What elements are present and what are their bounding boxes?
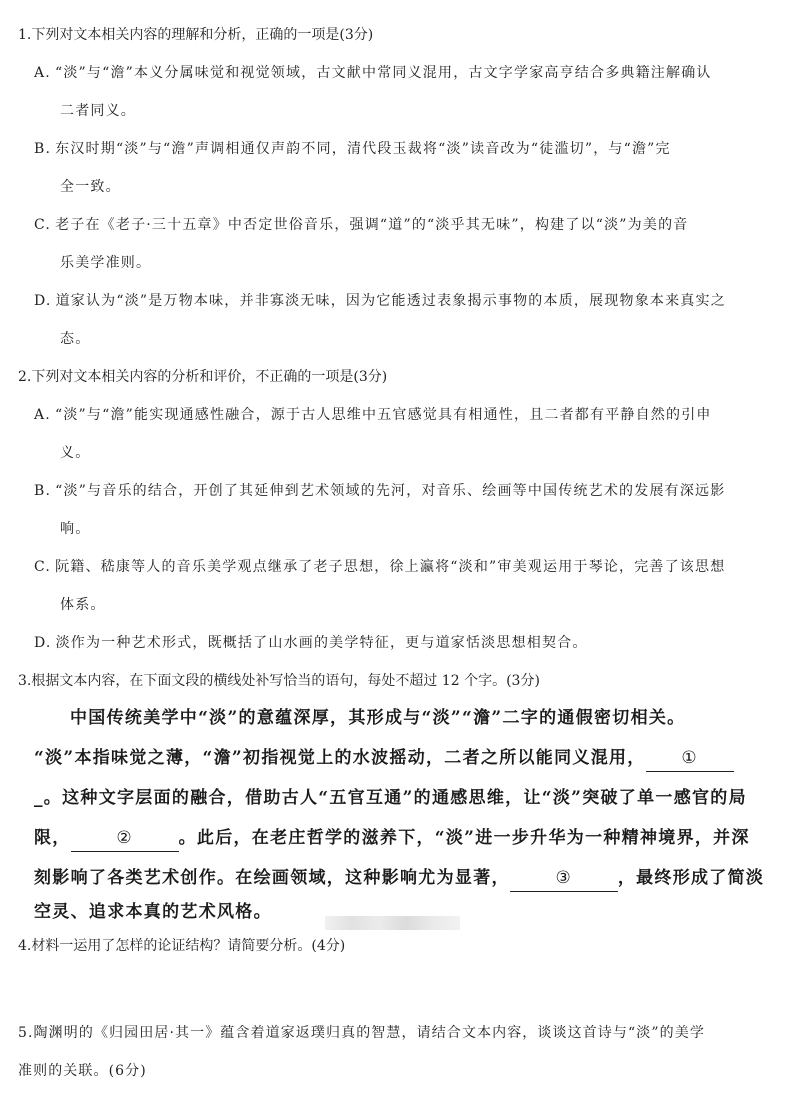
- option-text-cont: 二者同义。: [60, 103, 136, 119]
- option-text: 阮籍、嵇康等人的音乐美学观点继承了老子思想，徐上瀛将“淡和”审美观运用于琴论，完善了该思想: [55, 559, 726, 575]
- q3-para-line-2: [34, 738, 786, 778]
- option-label: A.: [34, 65, 51, 81]
- q2-option-c: [34, 548, 786, 624]
- question-4-stem: 4.材料一运用了怎样的论证结构？请简要分析。(4分): [18, 938, 346, 954]
- q2-option-a: [34, 396, 786, 472]
- scan-smudge: [325, 916, 460, 930]
- option-text-cont: 态。: [60, 331, 91, 347]
- option-text-cont: 全一致。: [60, 179, 121, 195]
- q5-line-2: 准则的关联。(6分): [18, 1063, 147, 1079]
- para-text: 限，: [34, 828, 71, 848]
- question-2-stem: 2.下列对文本相关内容的分析和评价，不正确的一项是(3分): [18, 369, 388, 385]
- blank-2[interactable]: ②: [71, 825, 179, 852]
- para-text: 刻影响了各类艺术创作。在绘画领域，这种影响尤为显著，: [34, 868, 510, 888]
- option-label: C.: [34, 559, 52, 575]
- para-text: “淡”本指味觉之薄，“澹”初指视觉上的水波摇动，二者之所以能同义混用，: [34, 748, 646, 768]
- para-text: ，最终形成了简淡: [617, 868, 765, 888]
- option-label: B.: [34, 483, 52, 499]
- option-text-cont: 义。: [60, 445, 91, 461]
- blank-1[interactable]: ①: [646, 745, 734, 772]
- q1-option-c: [34, 206, 786, 282]
- option-label: C.: [34, 217, 52, 233]
- option-text: 淡作为一种艺术形式，既概括了山水画的美学特征，更与道家恬淡思想相契合。: [55, 635, 588, 651]
- option-text-cont: 体系。: [60, 597, 106, 613]
- option-label: B.: [34, 141, 52, 157]
- q3-para-line-3: _。这种文字层面的融合，借助古人“五官互通”的通感思维，让“淡”突破了单一感官的局: [34, 788, 747, 808]
- option-text: “淡”与“澹”本义分属味觉和视觉领域，古文献中常同义混用，古文字学家高亨结合多典籍注解确认: [54, 65, 712, 81]
- q3-para-line-6: 空灵、追求本真的艺术风格。: [34, 902, 272, 922]
- option-text: 老子在《老子·三十五章》中否定世俗音乐，强调“道”的“淡乎其无味”，构建了以“淡”为美的音: [55, 217, 689, 233]
- q2-option-d: [34, 624, 786, 662]
- question-3-stem: 3.根据文本内容，在下面文段的横线处补写恰当的语句，每处不超过 12 个字。(3分): [18, 673, 540, 689]
- q3-para-line-1: 中国传统美学中“淡”的意蕴深厚，其形成与“淡”“澹”二字的通假密切相关。: [70, 708, 686, 728]
- option-label: A.: [34, 407, 51, 423]
- question-1-stem: 1.下列对文本相关内容的理解和分析，正确的一项是(3分): [18, 27, 374, 43]
- blank-3[interactable]: ③: [510, 865, 618, 892]
- para-text: 。此后，在老庄哲学的滋养下，“淡”进一步升华为一种精神境界，并深: [178, 828, 750, 848]
- option-text: “淡”与音乐的结合，开创了其延伸到艺术领域的先河，对音乐、绘画等中国传统艺术的发展有深远影: [55, 483, 726, 499]
- question-5-stem: [18, 1014, 788, 1090]
- q1-option-d: [34, 282, 786, 358]
- option-label: D.: [34, 293, 52, 309]
- q3-para-line-4: [34, 818, 786, 858]
- q2-option-b: [34, 472, 786, 548]
- option-label: D.: [34, 635, 52, 651]
- option-text-cont: 响。: [60, 521, 91, 537]
- q5-line-1: 5.陶渊明的《归园田居·其一》蕴含着道家返璞归真的智慧，请结合文本内容，谈谈这首诗与“淡”的美学: [18, 1025, 705, 1041]
- option-text-cont: 乐美学准则。: [60, 255, 152, 271]
- option-text: “淡”与“澹”能实现通感性融合，源于古人思维中五官感觉具有相通性，且二者都有平静自然的引申: [54, 407, 712, 423]
- q1-option-b: [34, 130, 786, 206]
- option-text: 东汉时期“淡”与“澹”声调相通仅声韵不同，清代段玉裁将“淡”读音改为“徒滥切”，与“澹”完: [55, 141, 671, 157]
- option-text: 道家认为“淡”是万物本味，并非寡淡无味，因为它能透过表象揭示事物的本质，展现物象本来真实之: [55, 293, 726, 309]
- q1-option-a: [34, 54, 786, 130]
